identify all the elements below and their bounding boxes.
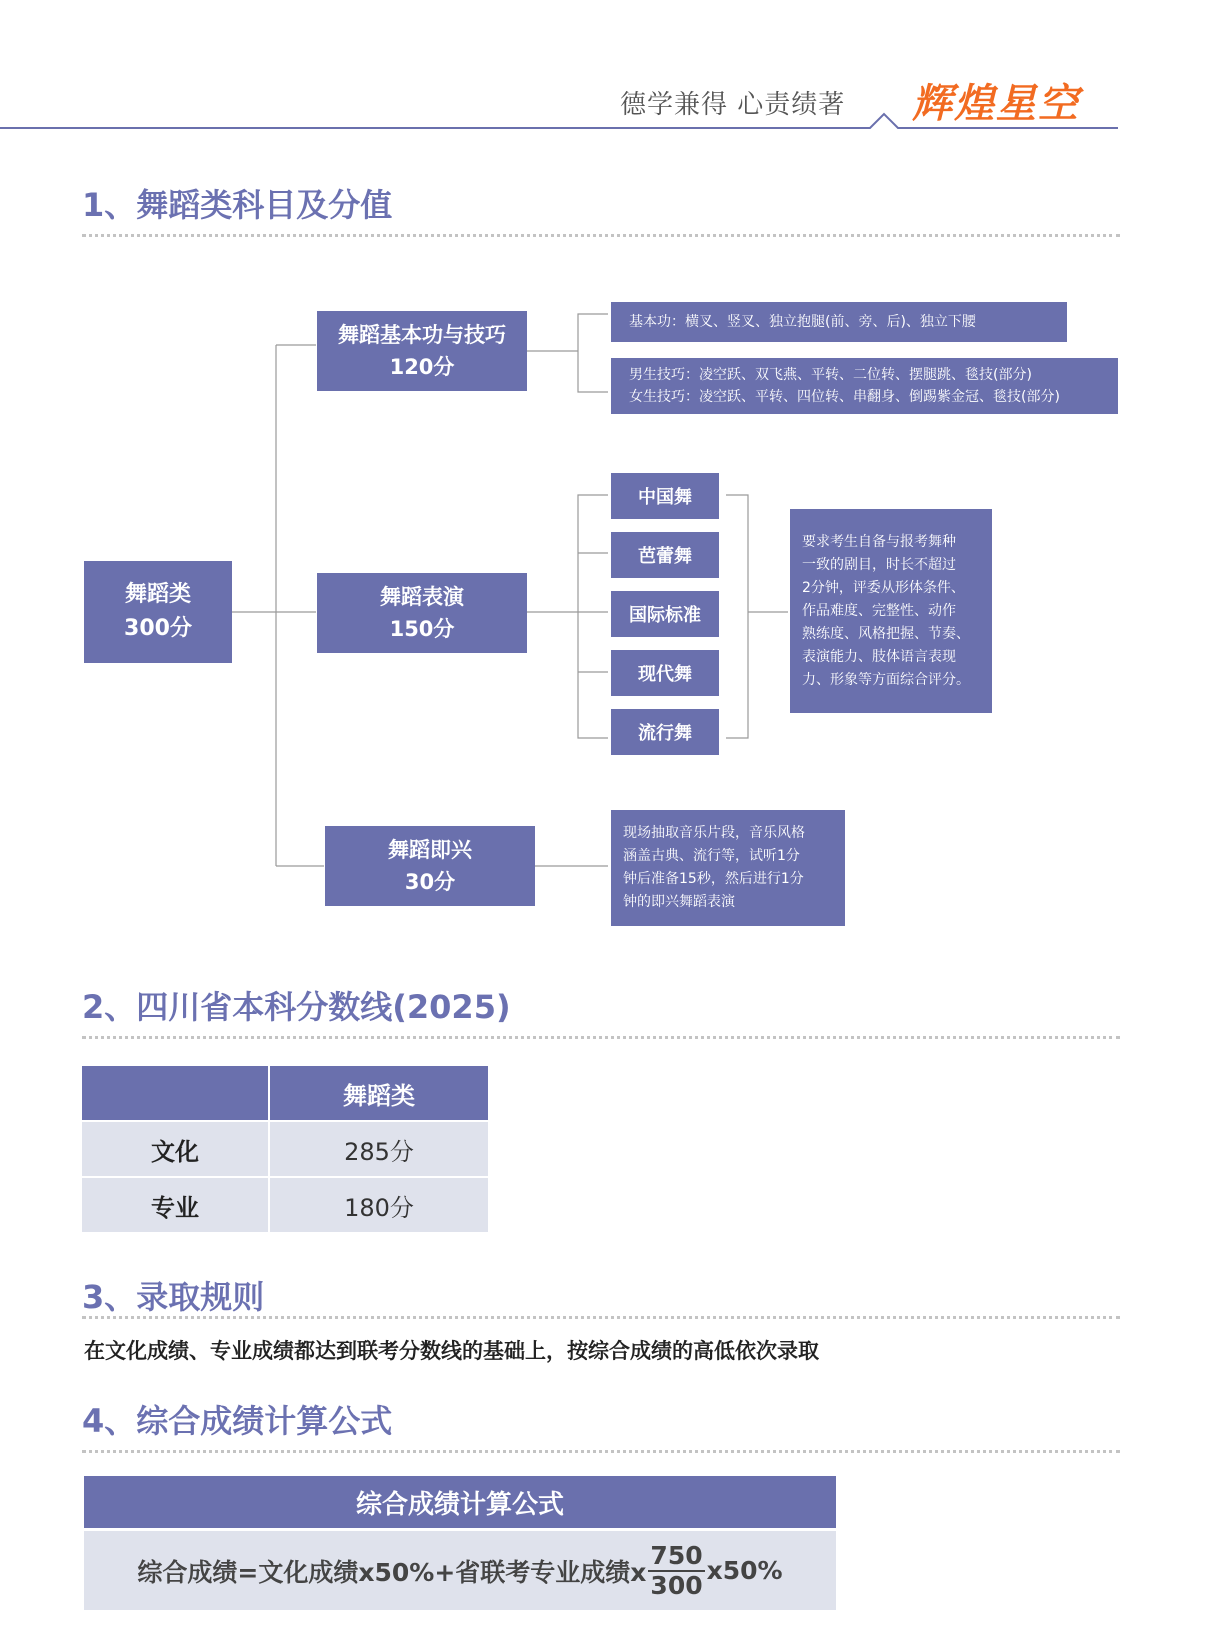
- node-performance-name: 舞蹈表演: [380, 585, 464, 609]
- admission-rule-text: 在文化成绩、专业成绩都达到联考分数线的基础上，按综合成绩的高低依次录取: [84, 1339, 819, 1363]
- fraction-numerator: 750: [650, 1540, 703, 1570]
- performance-desc-line: 作品难度、完整性、动作: [802, 602, 956, 619]
- table-header-dance: 舞蹈类: [270, 1066, 488, 1120]
- table-header-empty: [82, 1066, 268, 1120]
- dance-type-chinese: 中国舞: [611, 473, 719, 519]
- performance-desc-line: 2分钟，评委从形体条件、: [802, 579, 965, 596]
- fraction-denominator: 300: [650, 1570, 703, 1600]
- basic-item1-text: 基本功：横叉、竖叉、独立抱腿(前、旁、后)、独立下腰: [629, 314, 976, 330]
- performance-desc-line: 要求考生自备与报考舞种: [802, 533, 956, 550]
- improv-desc-line: 钟的即兴舞蹈表演: [623, 894, 735, 910]
- node-basic-skills: [317, 311, 527, 391]
- dotted-divider: [82, 1450, 1120, 1453]
- section-title-subjects: 1、舞蹈类科目及分值: [82, 186, 393, 224]
- performance-desc-line: 力、形象等方面综合评分。: [802, 671, 970, 688]
- performance-description: [790, 509, 992, 713]
- root-node-score: 300分: [124, 616, 192, 641]
- performance-desc-line: 表演能力、肢体语言表现: [802, 648, 956, 665]
- node-improv: [325, 826, 535, 906]
- formula-fraction: [648, 1542, 704, 1600]
- dotted-divider: [82, 1316, 1120, 1319]
- improv-desc-line: 钟后准备15秒，然后进行1分: [623, 871, 804, 887]
- brand-logo: 辉煌星空: [912, 81, 1080, 127]
- node-improv-name: 舞蹈即兴: [388, 838, 472, 862]
- node-basic-name: 舞蹈基本功与技巧: [338, 323, 506, 347]
- basic-item2-male-text: 男生技巧：凌空跃、双飞燕、平转、二位转、摆腿跳、毯技(部分): [629, 367, 1032, 383]
- dotted-divider: [82, 234, 1120, 237]
- node-performance: [317, 573, 527, 653]
- performance-desc-line: 熟练度、风格把握、节奏、: [802, 625, 970, 642]
- section-title-score-lines: 2、四川省本科分数线(2025): [82, 988, 511, 1026]
- section-title-admission-rules: 3、录取规则: [82, 1278, 265, 1316]
- node-basic-score: 120分: [389, 355, 455, 379]
- node-performance-score: 150分: [389, 617, 455, 641]
- table-row-label: 文化: [82, 1122, 268, 1176]
- table-row-value: 285分: [270, 1122, 488, 1176]
- improv-description: [611, 810, 845, 926]
- dance-type-modern: 现代舞: [611, 650, 719, 696]
- basic-item-techniques: [611, 358, 1118, 414]
- root-node-name: 舞蹈类: [124, 582, 191, 607]
- formula-text-part1: 综合成绩=文化成绩x50%+省联考专业成绩x: [137, 1557, 647, 1587]
- dance-type-ballet: 芭蕾舞: [611, 532, 719, 578]
- dotted-divider: [82, 1036, 1120, 1039]
- formula-box-title: 综合成绩计算公式: [84, 1476, 836, 1528]
- basic-item-fundamentals: [611, 302, 1067, 342]
- dance-type-pop: 流行舞: [611, 709, 719, 755]
- formula-text-part2: x50%: [706, 1556, 783, 1585]
- header-slogan: 德学兼得 心责绩著: [620, 90, 846, 120]
- node-improv-score: 30分: [404, 870, 456, 894]
- formula-box-body: [84, 1531, 836, 1610]
- basic-item2-female-text: 女生技巧：凌空跃、平转、四位转、串翻身、倒踢紫金冠、毯技(部分): [629, 389, 1060, 405]
- performance-desc-line: 一致的剧目，时长不超过: [802, 556, 956, 573]
- table-header-row: [82, 1066, 488, 1120]
- dance-type-ballroom: 国际标准: [611, 591, 719, 637]
- table-row: [82, 1178, 488, 1232]
- table-row: [82, 1122, 488, 1176]
- table-row-value: 180分: [270, 1178, 488, 1232]
- score-line-table: [82, 1066, 488, 1232]
- root-node-dance: [84, 561, 232, 663]
- section-title-formula: 4、综合成绩计算公式: [82, 1402, 393, 1440]
- improv-desc-line: 涵盖古典、流行等，试听1分: [623, 848, 800, 864]
- table-row-label: 专业: [82, 1178, 268, 1232]
- improv-desc-line: 现场抽取音乐片段，音乐风格: [623, 825, 805, 841]
